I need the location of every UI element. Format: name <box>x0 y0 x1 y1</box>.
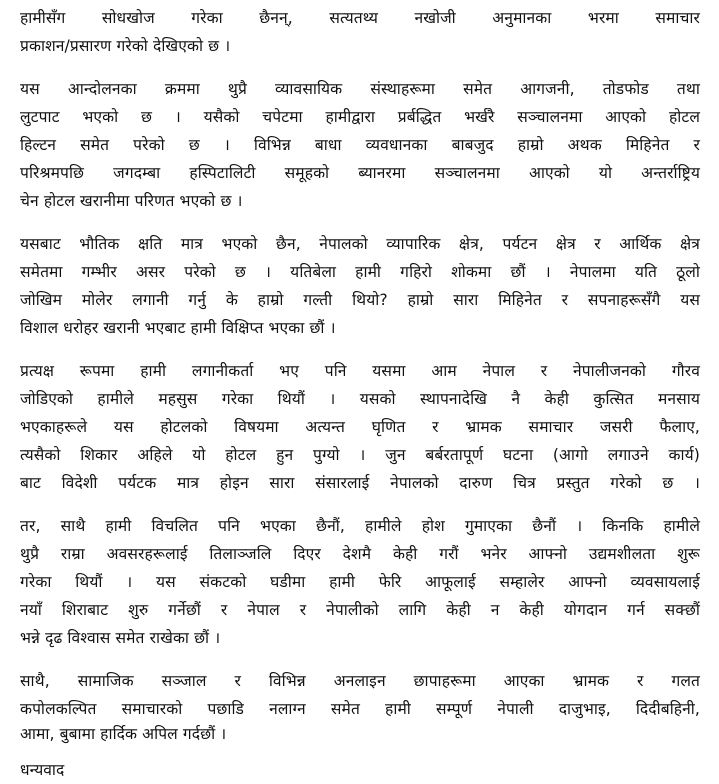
text-line: नयाँ शिराबाट शुरु गर्नेछौं र नेपाल र नेपालीको लागि केही न केही योगदान गर्न सक्छौं <box>20 601 700 619</box>
text-line: भएकाहरूले यस होटलको विषयमा अत्यन्त घृणित र भ्रामक समाचार जसरी फैलाए, <box>20 418 700 436</box>
text-line: हिल्टन समेत परेको छ । विभिन्न बाधा व्यवधानका बाबजुद हाम्रो अथक मिहिनेत र <box>20 136 700 154</box>
text-line: गरेका थियौं । यस संकटको घडीमा हामी फेरि आफूलाई सम्हालेर आफ्नो व्यवसायलाई <box>20 573 700 591</box>
text-line: त्यसैको शिकार अहिले यो होटल हुन पुग्यो । जुन बर्बरतापूर्ण घटना (आगो लगाउने कार्य) <box>20 446 700 464</box>
text-line: बाट विदेशी पर्यटक मात्र होइन सारा संसारलाई नेपालको दारुण चित्र प्रस्तुत गरेको छ । <box>20 474 700 492</box>
text-line: लुटपाट भएको छ । यसैको चपेटमा हामीद्वारा प्रर्बद्धित भर्खरै सञ्चालनमा आएको होटल <box>20 108 700 126</box>
cut-off-line <box>20 748 100 779</box>
text-line: प्रत्यक्ष रूपमा हामी लगानीकर्ता भए पनि यसमा आम नेपाल र नेपालीजनको गौरव <box>20 362 700 380</box>
text-line: परिश्रमपछि जगदम्बा हस्पिटालिटी समूहको ब्यानरमा सञ्चालनमा आएको यो अन्तर्राष्ट्रिय <box>20 164 700 182</box>
text-line: आमा, बुबामा हार्दिक अपिल गर्दछौं । <box>20 725 227 743</box>
text-line: विशाल धरोहर खरानी भएबाट हामी विक्षिप्त भएका छौं । <box>20 319 336 337</box>
text-line: चेन होटल खरानीमा परिणत भएको छ । <box>20 192 243 210</box>
text-line: यस आन्दोलनका क्रममा थुप्रै व्यावसायिक संस्थाहरूमा समेत आगजनी, तोडफोड तथा <box>20 80 700 98</box>
text-line: कपोलकल्पित समाचारको पछाडि नलाग्न समेत हामी सम्पूर्ण नेपाली दाजुभाइ, दिदीबहिनी, <box>20 700 700 718</box>
text-line: थुप्रै राम्रा अवसरहरूलाई तिलाञ्जलि दिएर देशमै केही गरौं भनेर आफ्नो उद्यमशीलता शुरू <box>20 545 700 563</box>
text-line: जोखिम मोलेर लगानी गर्नु के हाम्रो गल्ती थियो? हाम्रो सारा मिहिनेत र सपनाहरूसँगै यस <box>20 291 700 309</box>
text-line: जोडिएको हामीले महसुस गरेका थियौं । यसको स्थापनादेखि नै केही कुत्सित मनसाय <box>20 390 700 408</box>
text-line: हामीसँग सोधखोज गरेका छैनन्, सत्यतथ्य नखोजी अनुमानका भरमा समाचार <box>20 9 700 27</box>
text-line: भन्ने दृढ विश्वास समेत राखेका छौं । <box>20 629 221 647</box>
text-line: यसबाट भौतिक क्षति मात्र भएको छैन, नेपालको व्यापारिक क्षेत्र, पर्यटन क्षेत्र र आर्थिक क्षेत्र <box>20 235 700 253</box>
text-line: तर, साथै हामी विचलित पनि भएका छैनौं, हामीले होश गुमाएका छैनौं । किनकि हामीले <box>20 517 700 535</box>
cut-off-text: धन्यवाद <box>20 761 65 779</box>
text-line: प्रकाशन/प्रसारण गरेको देखिएको छ । <box>20 37 231 55</box>
text-line: साथै, सामाजिक सञ्जाल र विभिन्न अनलाइन छापाहरूमा आएका भ्रामक र गलत <box>20 672 700 690</box>
text-line: समेतमा गम्भीर असर परेको छ । यतिबेला हामी गहिरो शोकमा छौं । नेपालमा यति ठूलो <box>20 263 700 281</box>
